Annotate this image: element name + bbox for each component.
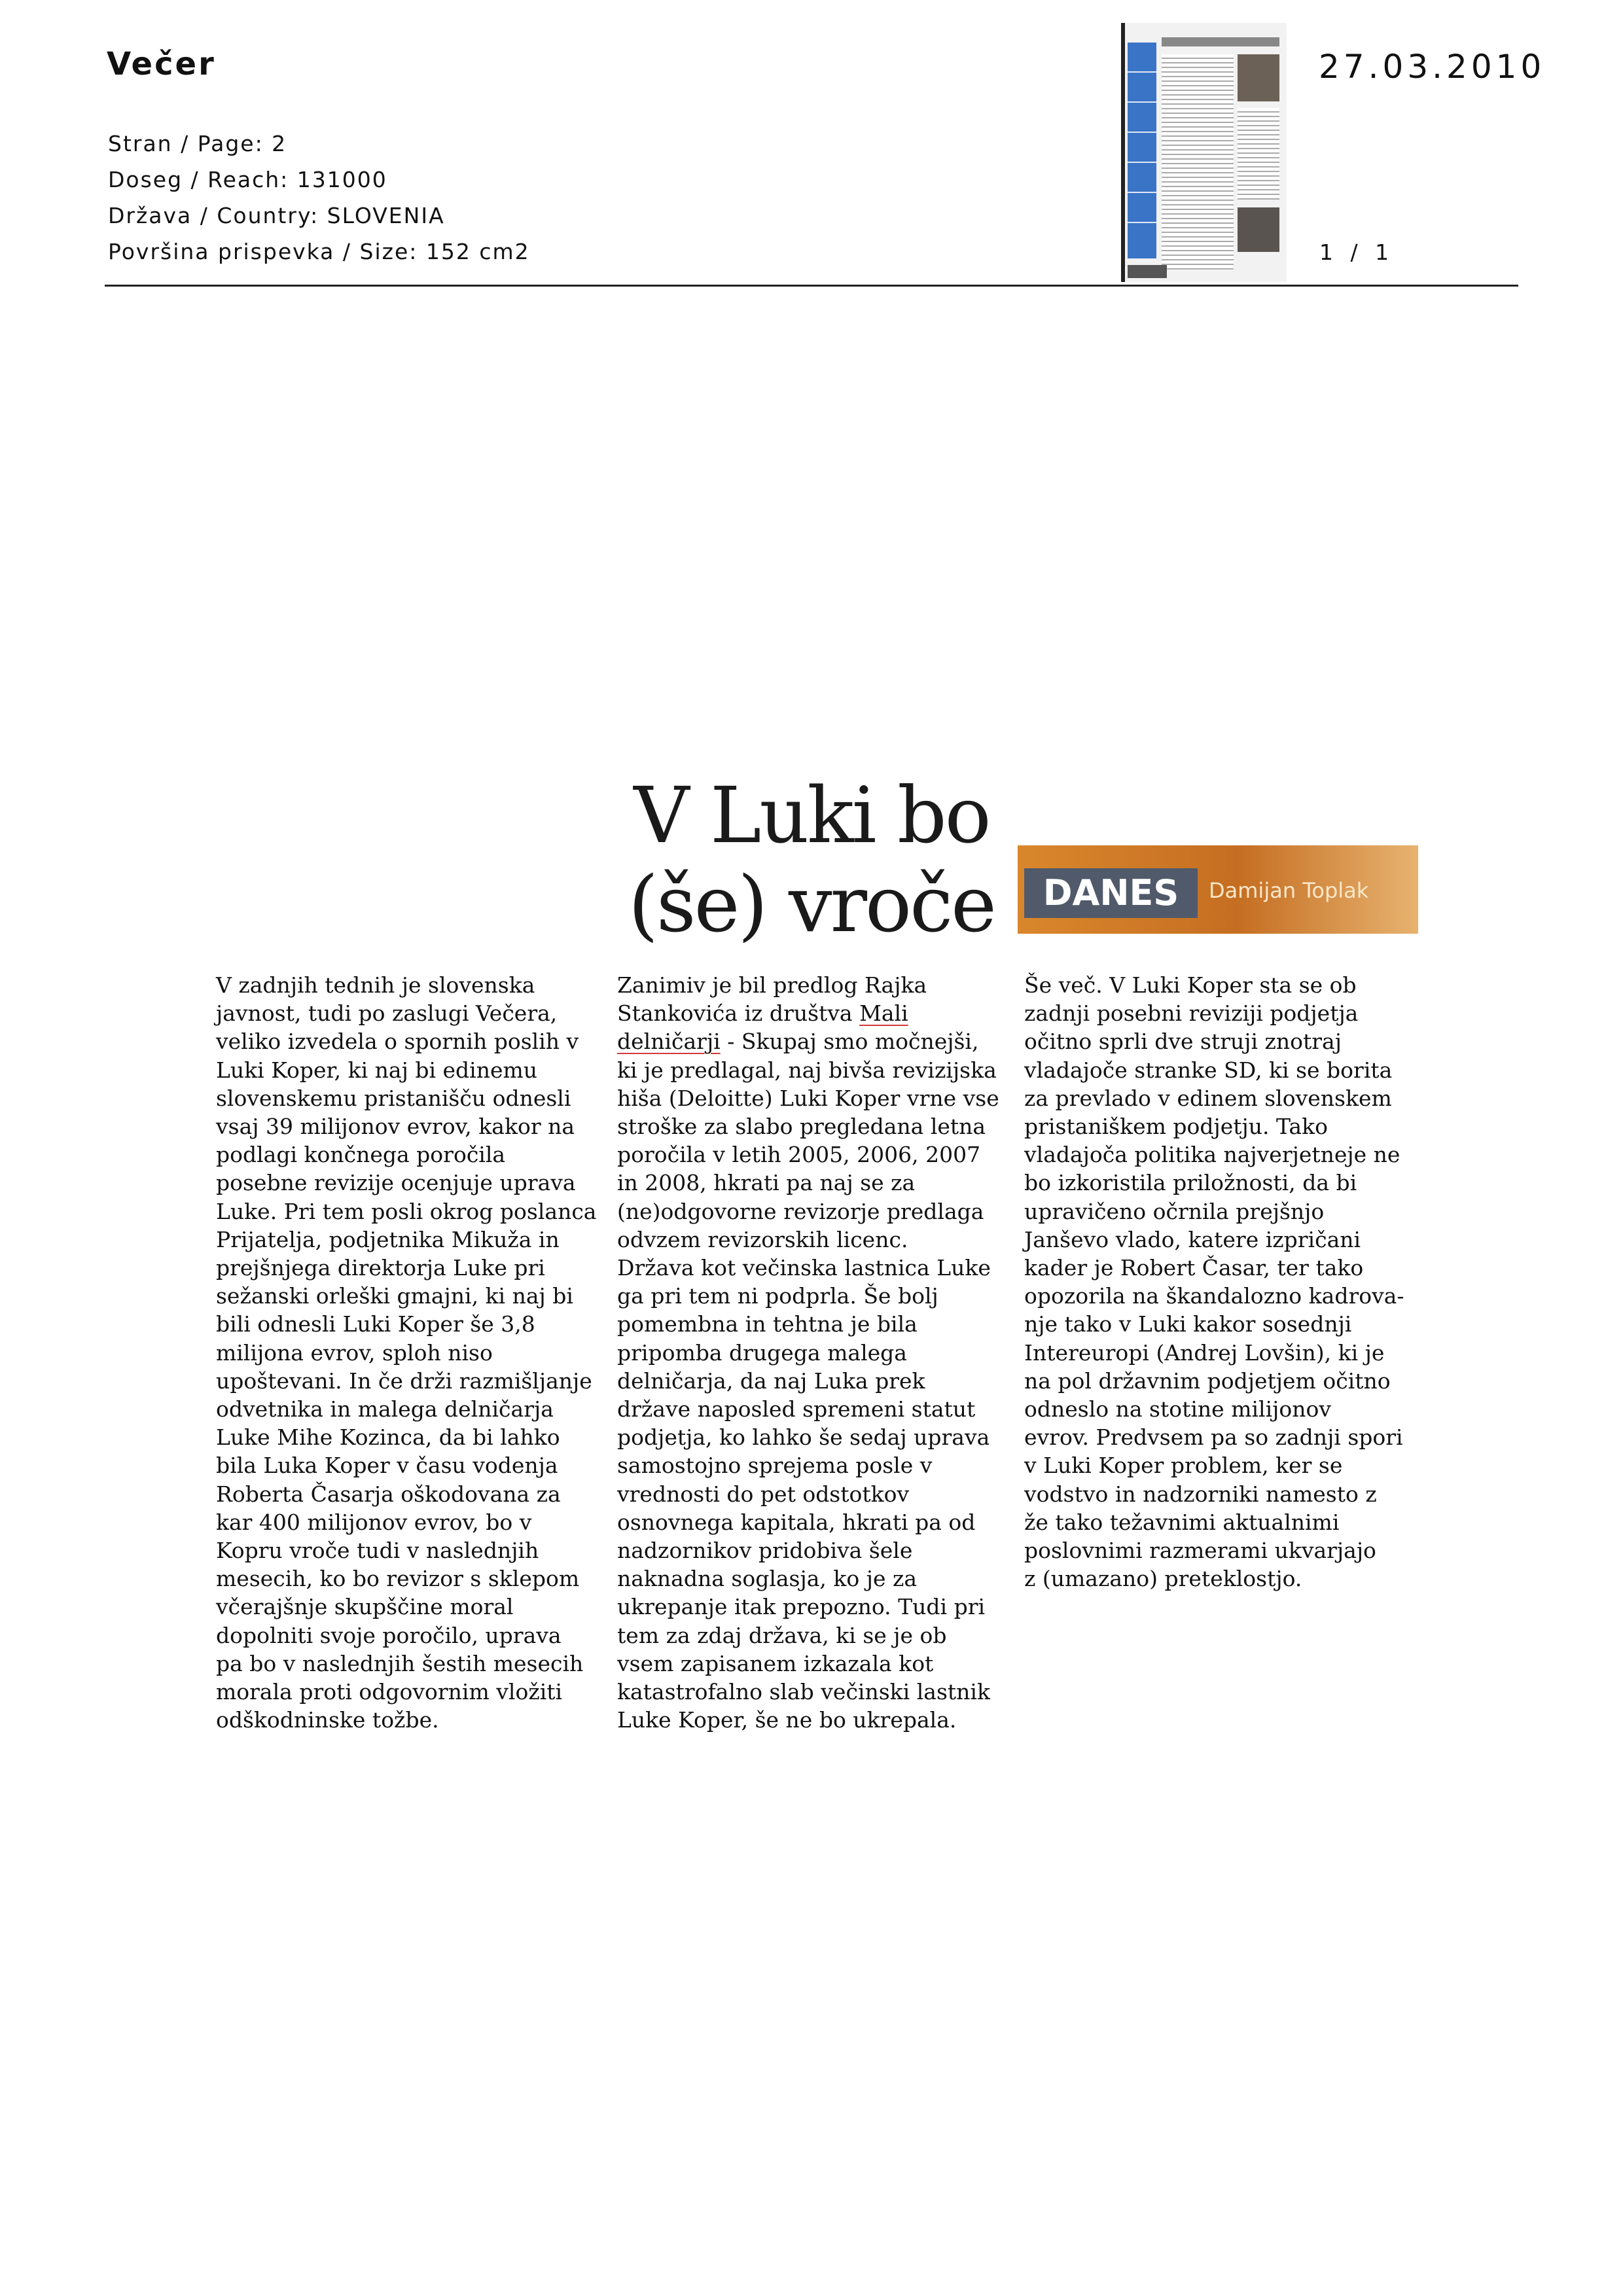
- article-column-2: [617, 971, 999, 1734]
- thumbnail-text: [1162, 54, 1234, 270]
- text-line: [617, 999, 984, 1027]
- text-line: bila Luka Koper v času vodenja: [216, 1453, 558, 1479]
- page-info: Stran / Page: 2: [108, 131, 287, 156]
- article-column-3: [1024, 971, 1404, 1593]
- text-line: milijona evrov, sploh niso: [216, 1339, 493, 1366]
- text-line: dopolniti svoje poročilo, uprava: [216, 1622, 562, 1648]
- text-line: sežanski orleški gmajni, ki naj bi: [216, 1283, 573, 1309]
- text-line: podlagi končnega poročila: [216, 1142, 506, 1168]
- text-line: Luke Mihe Kozinca, da bi lahko: [216, 1424, 560, 1451]
- text-line: katastrofalno slab večinski lastnik: [617, 1679, 990, 1705]
- text-line: Intereuropi (Andrej Lovšin), ki je: [1024, 1339, 1385, 1366]
- thumbnail-text-2: [1238, 108, 1279, 200]
- thumbnail-photo-1: [1238, 54, 1279, 101]
- text-line: vrednosti do pet odstotkov: [617, 1481, 910, 1507]
- article-headline: [628, 771, 995, 949]
- text-line: ukrepanje itak prepozno. Tudi pri: [617, 1594, 986, 1620]
- text-line: bo izkoristila priložnosti, da bi: [1024, 1170, 1357, 1196]
- text-line: odškodninske tožbe.: [216, 1707, 439, 1733]
- text-line: Država kot večinska lastnica Luke: [617, 1255, 991, 1281]
- text-line: zadnji posebni reviziji podjetja: [1024, 1000, 1359, 1027]
- headline-line-1: V Luki bo: [633, 770, 990, 860]
- text-line: kader je Robert Časar, ter tako: [1024, 1255, 1364, 1281]
- text-line: Prijatelja, podjetnika Mikuža in: [216, 1226, 560, 1252]
- text-line: Zanimiv je bil predlog Rajka: [617, 972, 927, 998]
- text-line: upoštevani. In če drži razmišljanje: [216, 1368, 592, 1394]
- text-line: poročila v letih 2005, 2006, 2007: [617, 1142, 981, 1168]
- text-fragment: Stankovića iz društva: [617, 1000, 860, 1027]
- text-line: naknadna soglasja, ko je za: [617, 1566, 918, 1592]
- text-line: mesecih, ko bo revizor s sklepom: [216, 1566, 580, 1592]
- page-count: 1 / 1: [1319, 239, 1395, 265]
- text-line: Luki Koper, ki naj bi edinemu: [216, 1057, 538, 1083]
- text-line: V zadnjih tednih je slovenska: [216, 972, 535, 998]
- thumbnail-title: [1162, 37, 1279, 46]
- text-line: za prevlado v edinem slovenskem: [1024, 1085, 1392, 1111]
- text-line: tem za zdaj država, ki se je ob: [617, 1622, 947, 1648]
- column-banner: [1018, 845, 1418, 934]
- text-line: morala proti odgovornim vložiti: [216, 1679, 563, 1705]
- page-thumbnail: [1121, 23, 1287, 282]
- text-line: včerajšnje skupščine moral: [216, 1594, 514, 1620]
- text-line: očitno sprli dve struji znotraj: [1024, 1029, 1342, 1055]
- text-line: vladajoča politika najverjetneje ne: [1024, 1142, 1400, 1168]
- text-line: evrov. Predvsem pa so zadnji spori: [1024, 1424, 1403, 1451]
- text-line: Luke. Pri tem posli okrog poslanca: [216, 1198, 597, 1224]
- text-line: hiša (Deloitte) Luki Koper vrne vse: [617, 1085, 999, 1111]
- text-line: Kopru vroče tudi v naslednjih: [216, 1538, 539, 1564]
- text-line: Janševo vlado, katere izpričani: [1024, 1226, 1361, 1252]
- text-line: odvetnika in malega delničarja: [216, 1396, 554, 1422]
- text-line: delničarja, da naj Luka prek: [617, 1368, 925, 1394]
- thumbnail-photo-2: [1238, 207, 1279, 252]
- text-line: (ne)odgovorne revizorje predlaga: [617, 1198, 984, 1224]
- text-line: ki je predlagal, naj bivša revizijska: [617, 1057, 997, 1083]
- country-info: Država / Country: SLOVENIA: [108, 203, 445, 228]
- text-line: vsem zapisanem izkazala kot: [617, 1650, 934, 1676]
- text-line: vsaj 39 milijonov evrov, kakor na: [216, 1114, 575, 1140]
- text-line: odneslo na stotine milijonov: [1024, 1396, 1332, 1422]
- text-line: in 2008, hkrati pa naj se za: [617, 1170, 916, 1196]
- text-line: pomembna in tehtna je bila: [617, 1311, 918, 1337]
- clipping-metadata: [108, 126, 530, 270]
- thumbnail-sidebar: [1128, 43, 1156, 258]
- text-line: stroške za slabo pregledana letna: [617, 1114, 986, 1140]
- text-line: [617, 1027, 984, 1055]
- text-line: samostojno sprejema posle v: [617, 1453, 933, 1479]
- publication-name: Večer: [107, 46, 216, 82]
- text-line: pa bo v naslednjih šestih mesecih: [216, 1650, 584, 1676]
- text-line: slovenskemu pristanišču odnesli: [216, 1085, 571, 1111]
- text-line: bili odnesli Luki Koper še 3,8: [216, 1311, 535, 1337]
- text-line: opozorila na škandalozno kadrova-: [1024, 1283, 1404, 1309]
- text-line: osnovnega kapitala, hkrati pa od: [617, 1509, 976, 1535]
- text-line: podjetja, ko lahko še sedaj uprava: [617, 1424, 990, 1451]
- thumbnail-footer: [1128, 265, 1167, 278]
- text-line: že tako težavnimi aktualnimi: [1024, 1509, 1340, 1535]
- text-line: pripomba drugega malega: [617, 1339, 907, 1366]
- text-line: veliko izvedela o spornih poslih v: [216, 1029, 579, 1055]
- text-line: javnost, tudi po zaslugi Večera,: [216, 1000, 558, 1027]
- text-line: ga pri tem ni podprla. Še bolj: [617, 1283, 938, 1309]
- text-line: Roberta Časarja oškodovana za: [216, 1481, 561, 1507]
- column-2-rest: [617, 1056, 999, 1735]
- text-fragment: - Skupaj smo močnejši,: [720, 1029, 979, 1055]
- article-column-1: [216, 971, 597, 1734]
- text-line: v Luki Koper problem, ker se: [1024, 1453, 1343, 1479]
- text-line: nje tako v Luki kakor sosednji: [1024, 1311, 1352, 1337]
- text-line: Še več. V Luki Koper sta se ob: [1024, 972, 1357, 998]
- text-line: upravičeno očrnila prejšnjo: [1024, 1198, 1325, 1224]
- text-line: pristaniškem podjetju. Tako: [1024, 1114, 1328, 1140]
- text-line: vodstvo in nadzorniki namesto z: [1024, 1481, 1377, 1507]
- text-line: z (umazano) preteklostjo.: [1024, 1566, 1302, 1592]
- text-line: odvzem revizorskih licenc.: [617, 1226, 908, 1252]
- section-label: DANES: [1024, 868, 1198, 918]
- underlined-text: delničarji: [617, 1029, 721, 1055]
- text-line: kar 400 milijonov evrov, bo v: [216, 1509, 532, 1535]
- size-info: Površina prispevka / Size: 152 cm2: [108, 239, 530, 264]
- publication-date: 27.03.2010: [1319, 48, 1546, 86]
- text-line: vladajoče stranke SD, ki se borita: [1024, 1057, 1393, 1083]
- text-line: poslovnimi razmerami ukvarjajo: [1024, 1538, 1376, 1564]
- text-line: Luke Koper, še ne bo ukrepala.: [617, 1707, 957, 1733]
- reach-info: Doseg / Reach: 131000: [108, 167, 387, 192]
- header-divider: [105, 285, 1518, 287]
- text-line: države naposled spremeni statut: [617, 1396, 976, 1422]
- headline-line-2: (še) vroče: [628, 859, 995, 949]
- text-line: prejšnjega direktorja Luke pri: [216, 1255, 545, 1281]
- text-line: posebne revizije ocenjuje uprava: [216, 1170, 576, 1196]
- text-line: nadzornikov pridobiva šele: [617, 1538, 913, 1564]
- text-line: na pol državnim podjetjem očitno: [1024, 1368, 1391, 1394]
- underlined-text: Mali: [859, 1000, 908, 1027]
- author-name: Damijan Toplak: [1209, 878, 1369, 903]
